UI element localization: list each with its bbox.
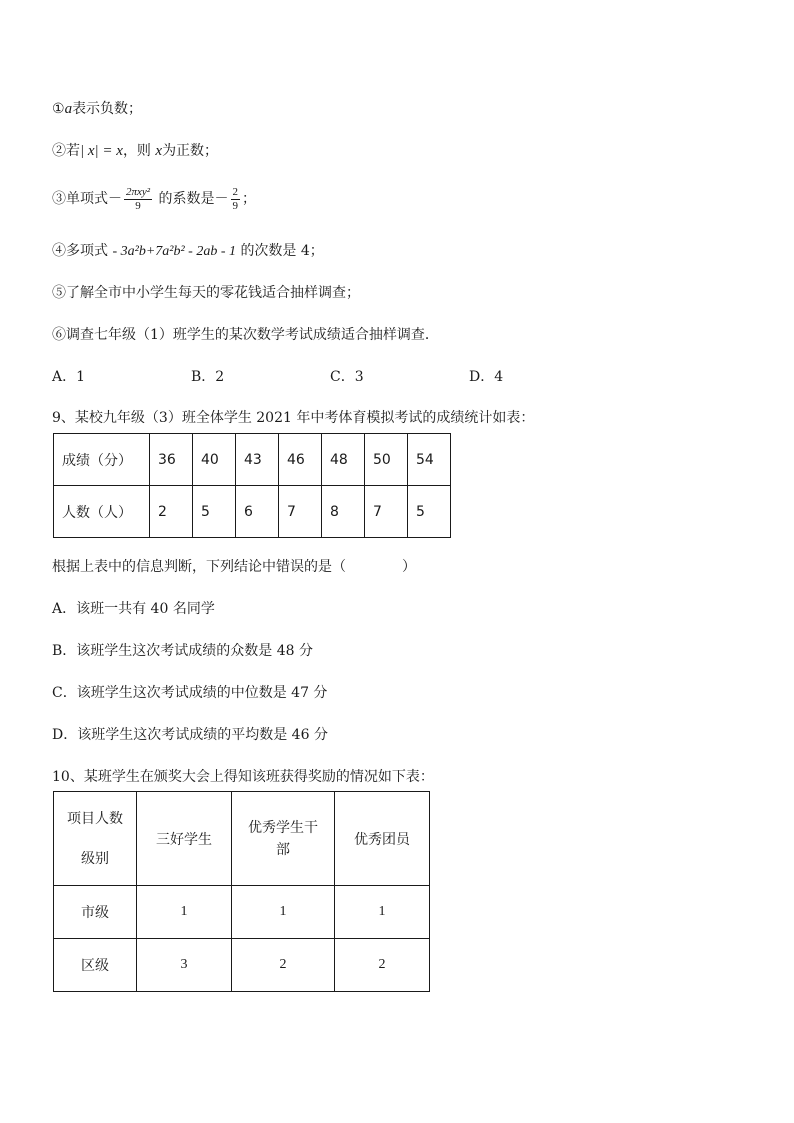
q10-stem: 10、某班学生在颁奖大会上得知该班获得奖励的情况如下表：: [52, 769, 434, 785]
statement-1: [52, 99, 142, 119]
table-row: [54, 792, 430, 886]
q8-choice-a: A．1: [52, 369, 86, 385]
q8-choice-c: C．3: [330, 369, 364, 385]
score-cell: 40: [193, 434, 236, 486]
score-cell: 36: [150, 434, 193, 486]
coefficient-numerator: 2: [232, 185, 239, 198]
statement-3-end: ；: [242, 191, 257, 207]
monomial-fraction: [124, 186, 152, 213]
score-cell: 54: [408, 434, 451, 486]
statement-1-text: 表示负数；: [72, 101, 143, 117]
monomial-numerator: 2πxy²: [126, 185, 151, 198]
q9-option-a: A．该班一共有 40 名同学: [52, 601, 215, 617]
q8-choice-d: D．4: [469, 369, 504, 385]
score-cell: 50: [365, 434, 408, 486]
value-cell: 1: [335, 886, 430, 939]
statement-3: [52, 184, 256, 214]
q9-option-c: C．该班学生这次考试成绩的中位数是 47 分: [52, 685, 328, 701]
value-cell: 1: [232, 886, 335, 939]
statement-6: ⑥调查七年级（1）班学生的某次数学考试成绩适合抽样调查．: [52, 327, 439, 343]
statement-2-text: 为正数；: [162, 143, 219, 159]
statement-4-text: 的次数是 4；: [240, 243, 324, 259]
statement-5: ⑤了解全市中小学生每天的零花钱适合抽样调查；: [52, 285, 360, 301]
count-cell: 5: [193, 486, 236, 538]
row-label-cell: 市级: [54, 886, 137, 939]
column-header-line-1: 优秀学生干: [248, 819, 318, 836]
table-row: [54, 434, 451, 486]
score-cell: 46: [279, 434, 322, 486]
statement-4-expression: - 3a²b+7a²b² - 2ab - 1: [112, 244, 236, 259]
statement-2-abs: | x| = x: [80, 143, 123, 159]
score-cell: 43: [236, 434, 279, 486]
award-table: [53, 791, 430, 992]
statement-4-prefix: ④多项式: [52, 243, 108, 259]
count-cell: 8: [322, 486, 365, 538]
statement-1-var: a: [64, 101, 73, 117]
score-table: [53, 433, 451, 538]
value-cell: 1: [137, 886, 232, 939]
q9-question: 根据上表中的信息判断，下列结论中错误的是（ ）: [52, 559, 416, 575]
column-header-cell: 三好学生: [137, 792, 232, 886]
column-header-cell: [232, 792, 335, 886]
statement-3-prefix: ③单项式－: [52, 191, 122, 207]
coefficient-denominator: 9: [232, 199, 239, 212]
row-label-cell: 区级: [54, 939, 137, 992]
value-cell: 2: [232, 939, 335, 992]
statement-2-var: x: [155, 143, 163, 159]
statement-3-mid: 的系数是－: [158, 191, 229, 207]
coefficient-fraction: [231, 186, 241, 213]
q9-option-b: B．该班学生这次考试成绩的众数是 48 分: [52, 643, 314, 659]
value-cell: 3: [137, 939, 232, 992]
corner-header-bottom: 级别: [81, 850, 109, 867]
count-cell: 2: [150, 486, 193, 538]
column-header-cell: 优秀团员: [335, 792, 430, 886]
count-cell: 5: [408, 486, 451, 538]
column-header-line-2: 部: [276, 841, 290, 858]
q8-choice-b: B．2: [191, 369, 225, 385]
count-cell: 6: [236, 486, 279, 538]
q9-option-d: D．该班学生这次考试成绩的平均数是 46 分: [52, 727, 328, 743]
monomial-denominator: 9: [135, 199, 141, 212]
count-cell: 7: [279, 486, 322, 538]
table-row: [54, 886, 430, 939]
count-header-cell: 人数（人）: [54, 486, 150, 538]
corner-header-top: 项目人数: [67, 810, 123, 827]
statement-2: [52, 141, 218, 161]
table-row: [54, 486, 451, 538]
corner-header-cell: [54, 792, 137, 886]
score-header-cell: 成绩（分）: [54, 434, 150, 486]
statement-2-prefix: ②若: [52, 143, 80, 159]
value-cell: 2: [335, 939, 430, 992]
score-cell: 48: [322, 434, 365, 486]
q9-stem: 9、某校九年级（3）班全体学生 2021 年中考体育模拟考试的成绩统计如表：: [52, 410, 535, 426]
q8-choices: [52, 367, 608, 387]
statement-1-prefix: ①: [52, 101, 65, 117]
table-row: [54, 939, 430, 992]
statement-2-mid: ，则: [122, 143, 151, 159]
statement-4: [52, 241, 324, 262]
count-cell: 7: [365, 486, 408, 538]
